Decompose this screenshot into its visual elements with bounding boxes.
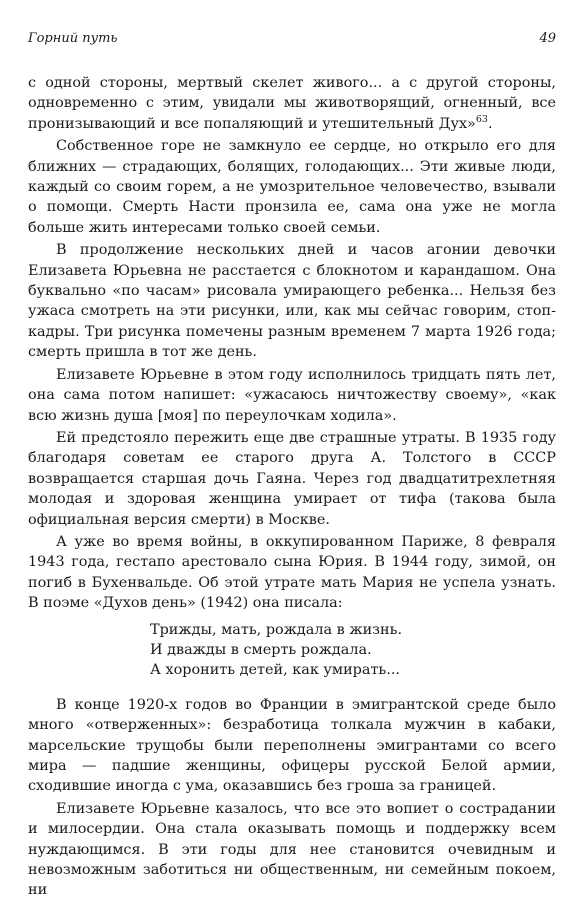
body-text [28,73,556,903]
poem-line: Трижды, мать, рождала в жизнь. [150,621,403,638]
paragraph: Елизавете Юрьевне казалось, что все это вопиет о сострадании и милосердии. Она стала оказывать помощь и поддержку всем нуждающимся. В эти годы для нее становится очевидным и невозможным заботиться ни общественным, ни семейным покоем, ни [28,800,556,899]
paragraph: В конце 1920-х годов во Франции в эмигрантской среде было много «отверженных»: безработица толкала мужчин в кабаки, марсельские трущобы были переполнены эмигрантами со всего мира — падшие женщины, офицеры русской Белой армии, сходившие иногда с ума, оказавшись без гроша за границей. [28,696,556,795]
poem-line: И дважды в смерть рождала. [150,641,372,658]
paragraph: Елизавете Юрьевне в этом году исполнилось тридцать пять лет, она сама потом напишет: «ужасаюсь ничтожеству своему», «как всю жизнь душа [моя] по переулочкам ходила». [28,366,556,424]
paragraph: Собственное горе не замкнуло ее сердце, но открыло его для ближних — страдающих, болящих, голодающих... Эти живые люди, каждый со своим горем, а не умозрительное человечество, взывали о помощи. Смерть Насти пронзила ее, сама она уже не могла больше жить интересами только своей семьи. [28,138,556,236]
poem-quote [150,620,556,681]
running-title: Горний путь [28,31,118,46]
paragraph-text: с одной стороны, мертвый скелет живого... а с другой стороны, одновременно с этим, увидали мы животворящий, огненный, все пронизывающий и все попаляющий и утешительный Дух» [28,75,556,132]
footnote-marker: 63 [475,114,488,126]
poem-line: А хоронить детей, как умирать... [150,662,400,679]
running-head [28,31,556,51]
paragraph: Ей предстояло пережить еще две страшные утраты. В 1935 году благодаря советам ее старого друга А. Толстого в СССР возвращается старшая дочь Гаяна. Через год двадцатитрехлетняя молодая и здоровая женщина умирает от тифа (такова была официальная версия смерти) в Москве. [28,429,556,528]
paragraph: В продолжение нескольких дней и часов агонии девочки Елизавета Юрьевна не расстается с блокнотом и карандашом. Она буквально «по часам» рисовала умирающего ребенка... Нельзя без ужаса смотреть на эти рисунки, или, как мы сейчас говорим, стоп-кадры. Три рисунка помечены разным временем 7 марта 1926 года; смерть пришла в тот же день. [28,242,556,361]
paragraph: А уже во время войны, в оккупированном Париже, 8 февраля 1943 года, гестапо арестовало сына Юрия. В 1944 году, зимой, он погиб в Бухенвальде. Об этой утрате мать Мария не успела узнать. В поэме «Духов день» (1942) она писала: [28,533,556,612]
page-number: 49 [539,31,556,46]
paragraph-continued [28,73,556,134]
paragraph-text-end: . [487,115,493,132]
